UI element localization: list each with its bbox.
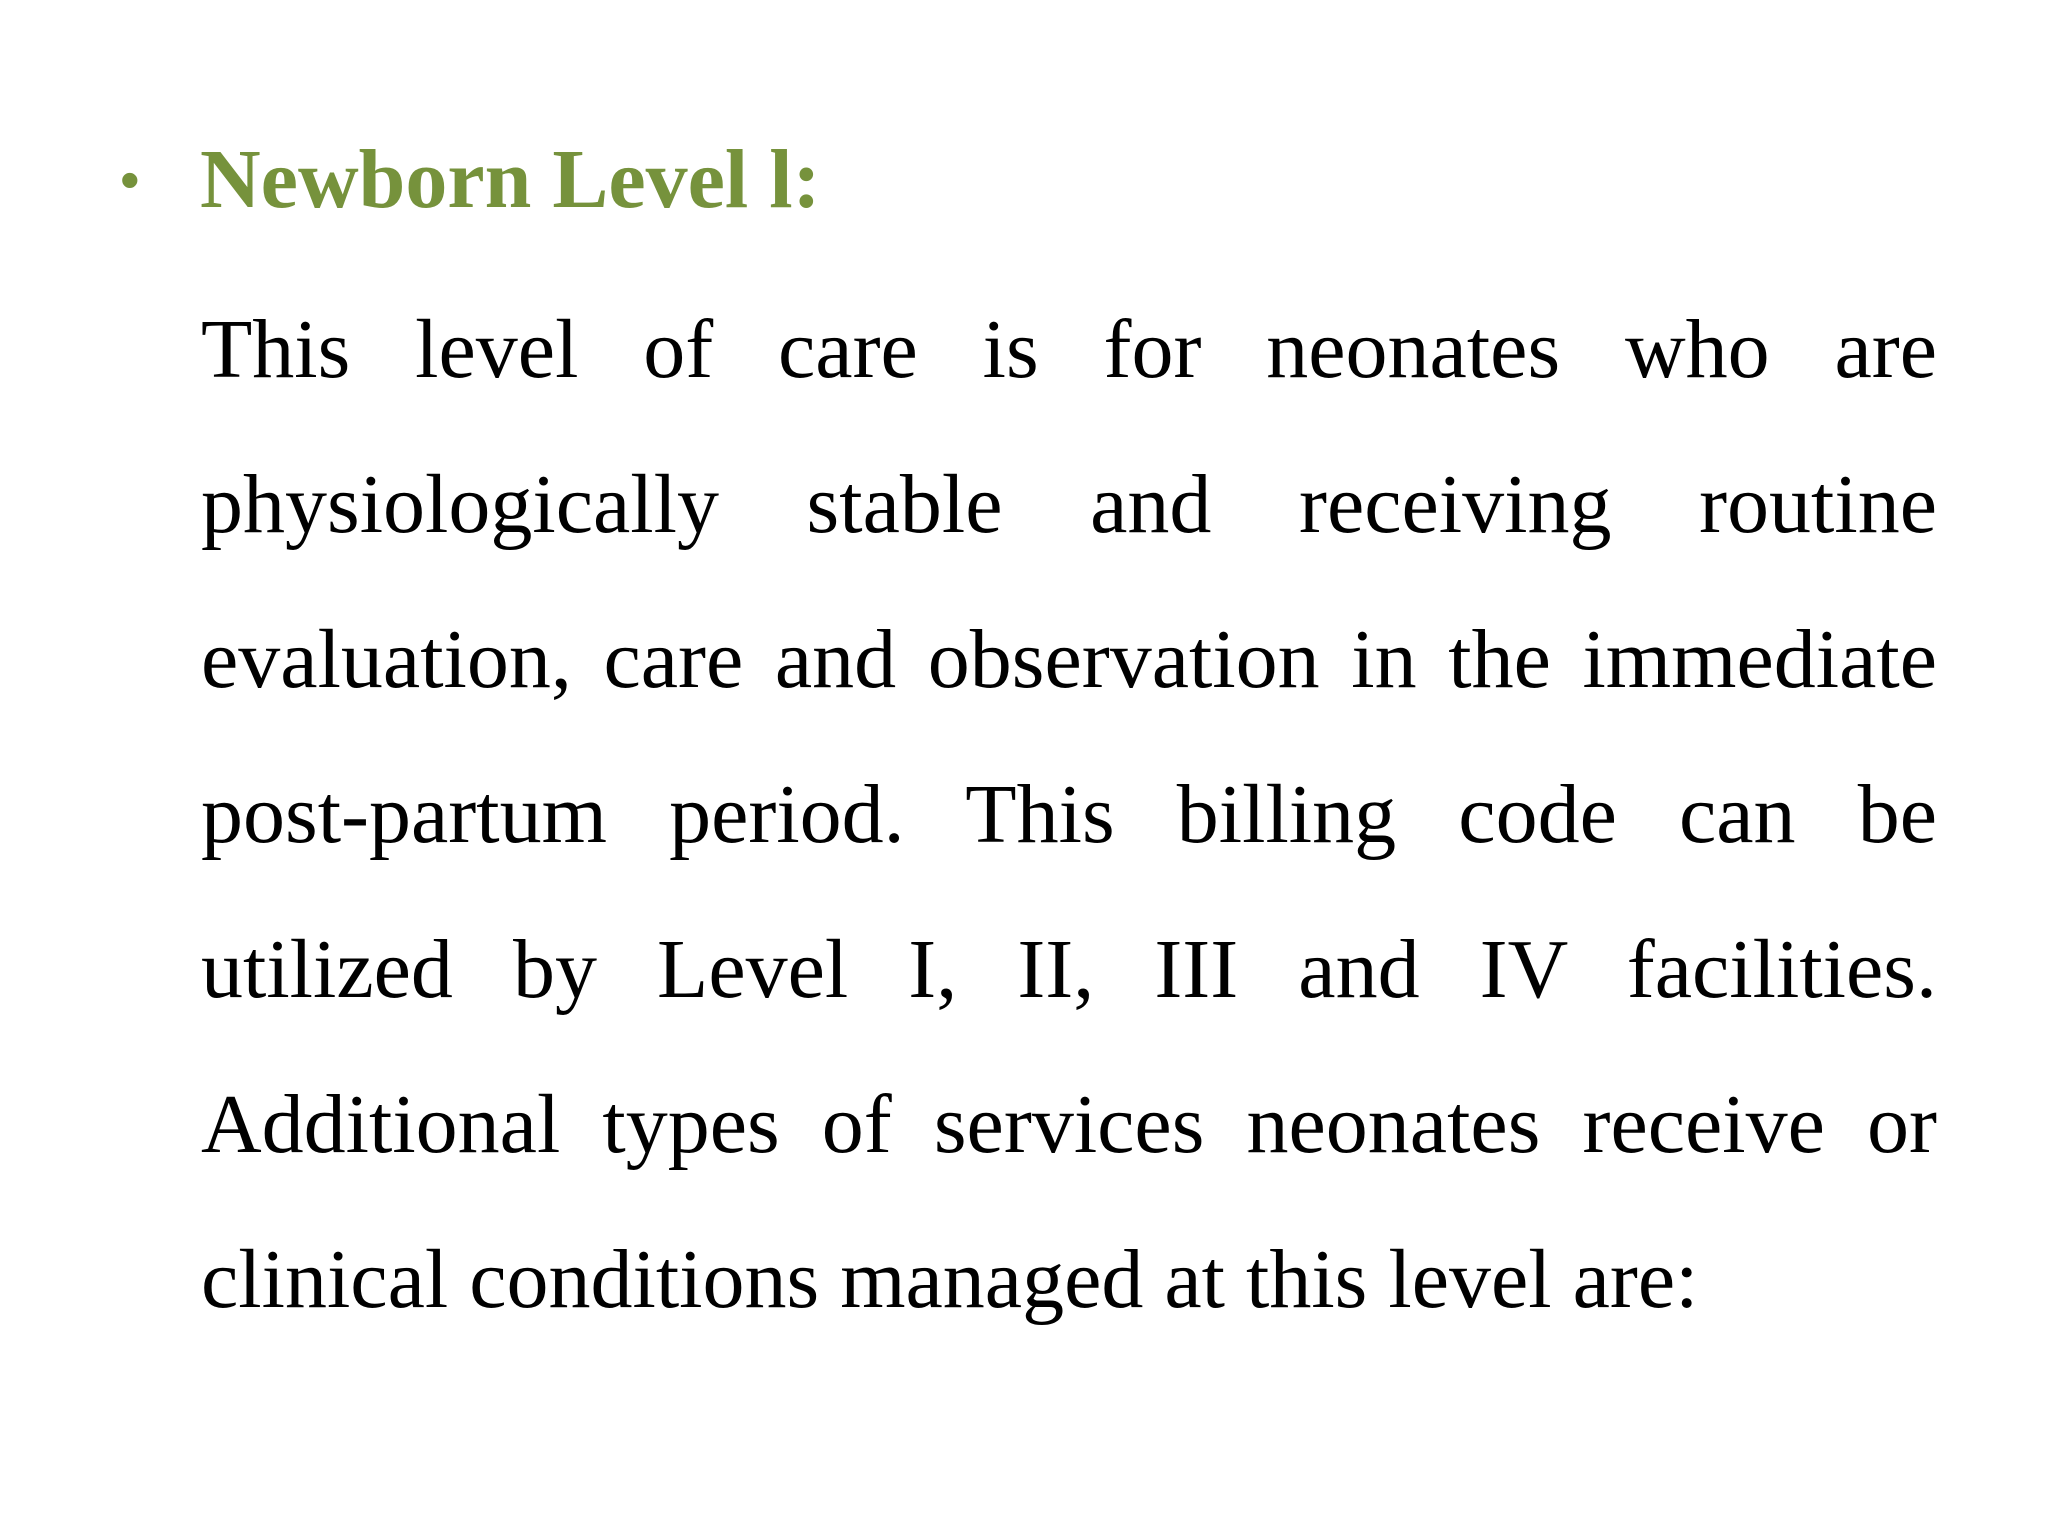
body-line: Additional types of services neonates receive or bbox=[201, 1078, 1937, 1171]
body-line: evaluation, care and observation in the immediate bbox=[201, 613, 1937, 706]
body-line: clinical conditions managed at this level are: bbox=[201, 1233, 1699, 1326]
body-paragraph bbox=[201, 272, 1937, 1357]
body-line: utilized by Level I, II, III and IV facilities. bbox=[201, 923, 1937, 1016]
body-line: This level of care is for neonates who are bbox=[201, 303, 1937, 396]
bullet-dot-icon: • bbox=[120, 148, 140, 211]
bullet-item bbox=[120, 120, 821, 240]
body-line: physiologically stable and receiving routine bbox=[201, 458, 1937, 551]
slide-heading: Newborn Level l: bbox=[200, 133, 821, 226]
body-line: post-partum period. This billing code can be bbox=[201, 768, 1937, 861]
